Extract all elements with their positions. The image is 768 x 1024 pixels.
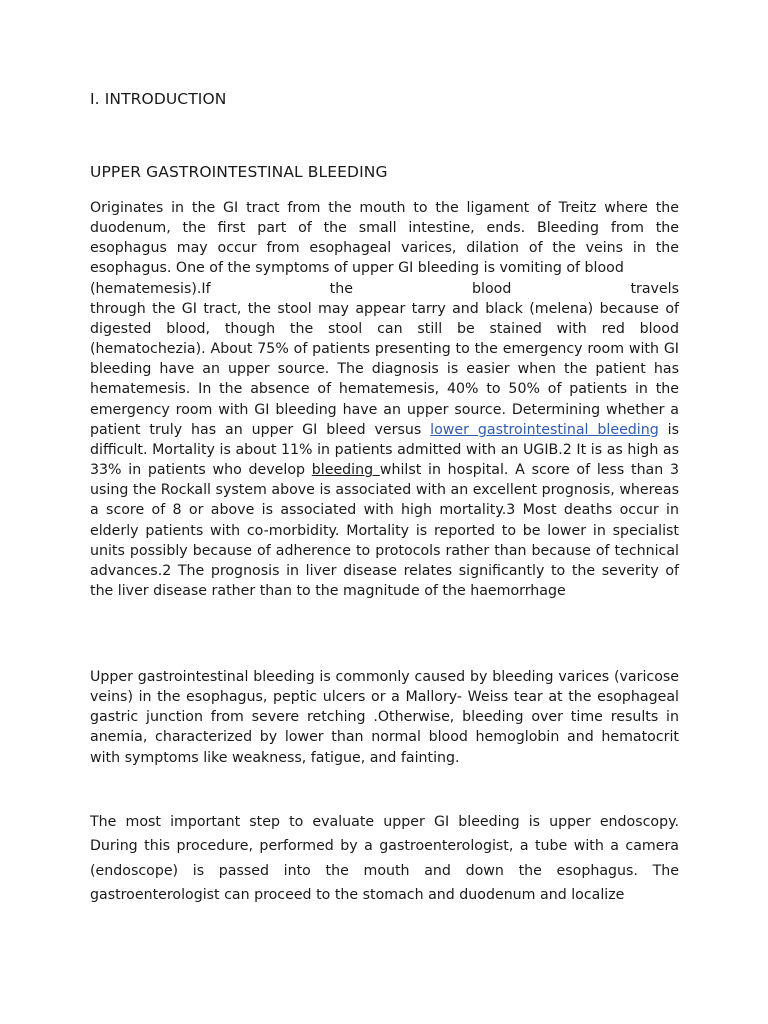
paragraph-causes: Upper gastrointestinal bleeding is commonly caused by bleeding varices (varicose veins) in the esophagus, peptic ulcers or a Mallory- Weiss tear at the esophageal gastric junction from severe retching .Otherwise, bleeding over time results in anemia, characterized by lower than normal blood hemoglobin and hematocrit with symptoms like weakness, fatigue, and fainting. [90,669,679,766]
paragraph-text: Originates in the GI tract from the mouth to the ligament of Treitz where the duodenum, the first part of the small intestine, ends. Bleeding from the esophagus may occur from esophageal varices, dilation of the veins in the esophagus. One of the symptoms of upper GI bleeding is vomiting of blood [90,200,679,277]
underlined-term: bleeding [311,462,380,479]
paragraph-text: (hematemesis).If the blood travels [90,280,679,297]
lower-gi-bleeding-link[interactable]: lower gastrointestinal bleeding [430,421,659,438]
page-title: UPPER GASTROINTESTINAL BLEEDING [90,163,388,181]
paragraph-endoscopy: The most important step to evaluate upper GI bleeding is upper endoscopy. During this procedure, performed by a gastroenterologist, a tube with a camera (endoscope) is passed into the mouth and down the esophagus. The gastroenterologist can proceed to the stomach and duodenum and localize [90,814,679,903]
paragraph-text: whilst in hospital. A score of less than 3 using the Rockall system above is associated with an excellent prognosis, whereas a score of 8 or above is associated with high mortality.3 Most deaths occur in elderly patients with co-morbidity. Mortality is reported to be lower in specialist units possibly because of adherence to protocols rather than because of technical advances.2 The prognosis in liver disease relates significantly to the severity of the liver disease rather than to the magnitude of the haemorrhage [90,462,679,599]
paragraph-text: is difficult. Mortality is about 11% in patients admitted with an UGIB.2 It is as high as 33% in patients who develop [90,421,679,479]
section-heading: I. INTRODUCTION [90,90,227,108]
paragraph-definition [90,198,679,601]
paragraph-text: through the GI tract, the stool may appear tarry and black (melena) because of digested blood, though the stool can still be stained with red blood (hematochezia). About 75% of patients presenting to the emergency room with GI bleeding have an upper source. The diagnosis is easier when the patient has hematemesis. In the absence of hematemesis, 40% to 50% of patients in the emergency room with GI bleeding have an upper source. Determining whether a patient truly has an upper GI bleed versus [90,300,679,438]
